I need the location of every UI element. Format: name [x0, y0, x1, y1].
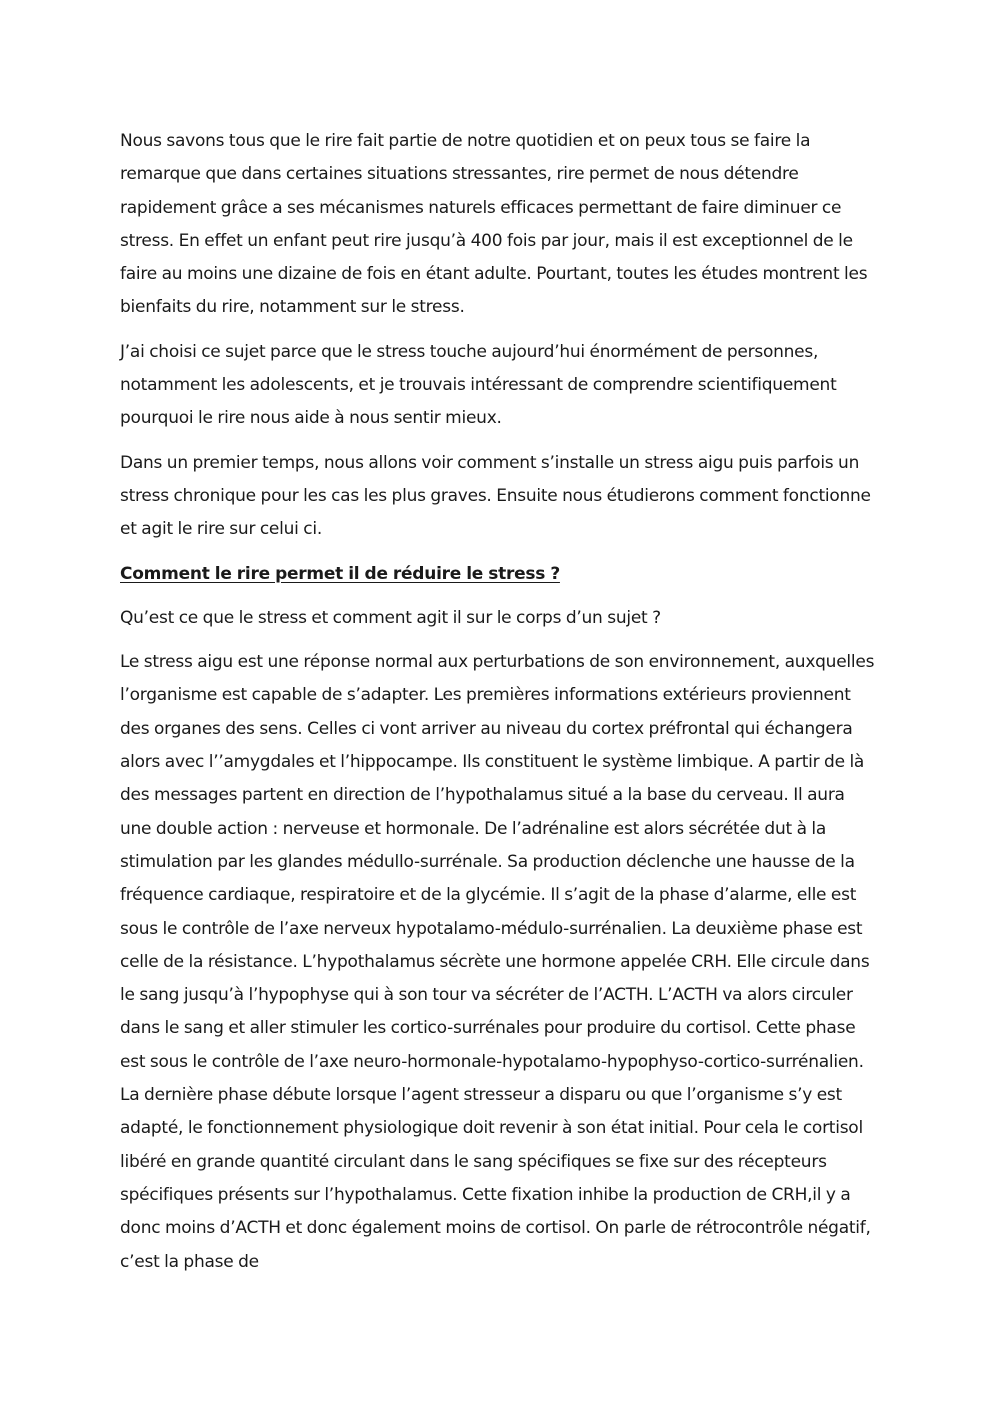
intro-paragraph-2: J’ai choisi ce sujet parce que le stress touche aujourd’hui énormément de personnes, notamment les adolescents, et je trouvais intéressant de comprendre scientifiquement pourquoi le rire nous aide à nous sentir mieux. — [120, 341, 837, 429]
section-heading: Comment le rire permet il de réduire le stress ? — [120, 563, 560, 584]
intro-paragraph-3: Dans un premier temps, nous allons voir comment s’installe un stress aigu puis parfois un stress chronique pour les cas les plus graves. Ensuite nous étudierons comment fonctionne et agit le rire sur celui ci. — [120, 452, 871, 540]
body-paragraph: Le stress aigu est une réponse normal aux perturbations de son environnement, auxquelles l’organisme est capable de s’adapter. Les premières informations extérieurs proviennent des organes des sens. Celles ci vont arriver au niveau du cortex préfrontal qui échangera alors avec l’’amygdales et l’hippocampe. Ils constituent le système limbique. A partir de là des messages partent en direction de l’hypothalamus situé a la base du cerveau. Il aura une double action : nerveuse et hormonale. De l’adrénaline est alors sécrétée dut à la stimulation par les glandes médullo-surrénale. Sa production déclenche une hausse de la fréquence cardiaque, respiratoire et de la glycémie. Il s’agit de la phase d’alarme, elle est sous le contrôle de l’axe nerveux hypotalamo-médulo-surrénalien. La deuxième phase est celle de la résistance. L’hypothalamus sécrète une hormone appelée CRH. Elle circule dans le sang jusqu’à l’hypophyse qui à son tour va sécréter de l’ACTH. L’ACTH va alors circuler dans le sang et aller stimuler les cortico-surrénales pour produire du cortisol. Cette phase est sous le contrôle de l’axe neuro-hormonale-hypotalamo-hypophyso-cortico-surrénalien. La dernière phase débute lorsque l’agent stresseur a disparu ou que l’organisme s’y est adapté, le fonctionnement physiologique doit revenir à son état initial. Pour cela le cortisol libéré en grande quantité circulant dans le sang spécifiques se fixe sur des récepteurs spécifiques présents sur l’hypothalamus. Cette fixation inhibe la production de CRH,il y a donc moins d’ACTH et donc également moins de cortisol. On parle de rétrocontrôle négatif, c’est la phase de — [120, 652, 875, 1272]
intro-paragraph-1: Nous savons tous que le rire fait partie de notre quotidien et on peux tous se faire la remarque que dans certaines situations stressantes, rire permet de nous détendre rapidement grâce a ses mécanismes naturels efficaces permettant de faire diminuer ce stress. En effet un enfant peut rire jusqu’à 400 fois par jour, mais il est exceptionnel de le faire au moins une dizaine de fois en étant adulte. Pourtant, toutes les études montrent les bienfaits du rire, notamment sur le stress. — [120, 131, 868, 318]
subsection-question: Qu’est ce que le stress et comment agit il sur le corps d’un sujet ? — [120, 607, 661, 628]
document-body — [120, 125, 878, 1290]
